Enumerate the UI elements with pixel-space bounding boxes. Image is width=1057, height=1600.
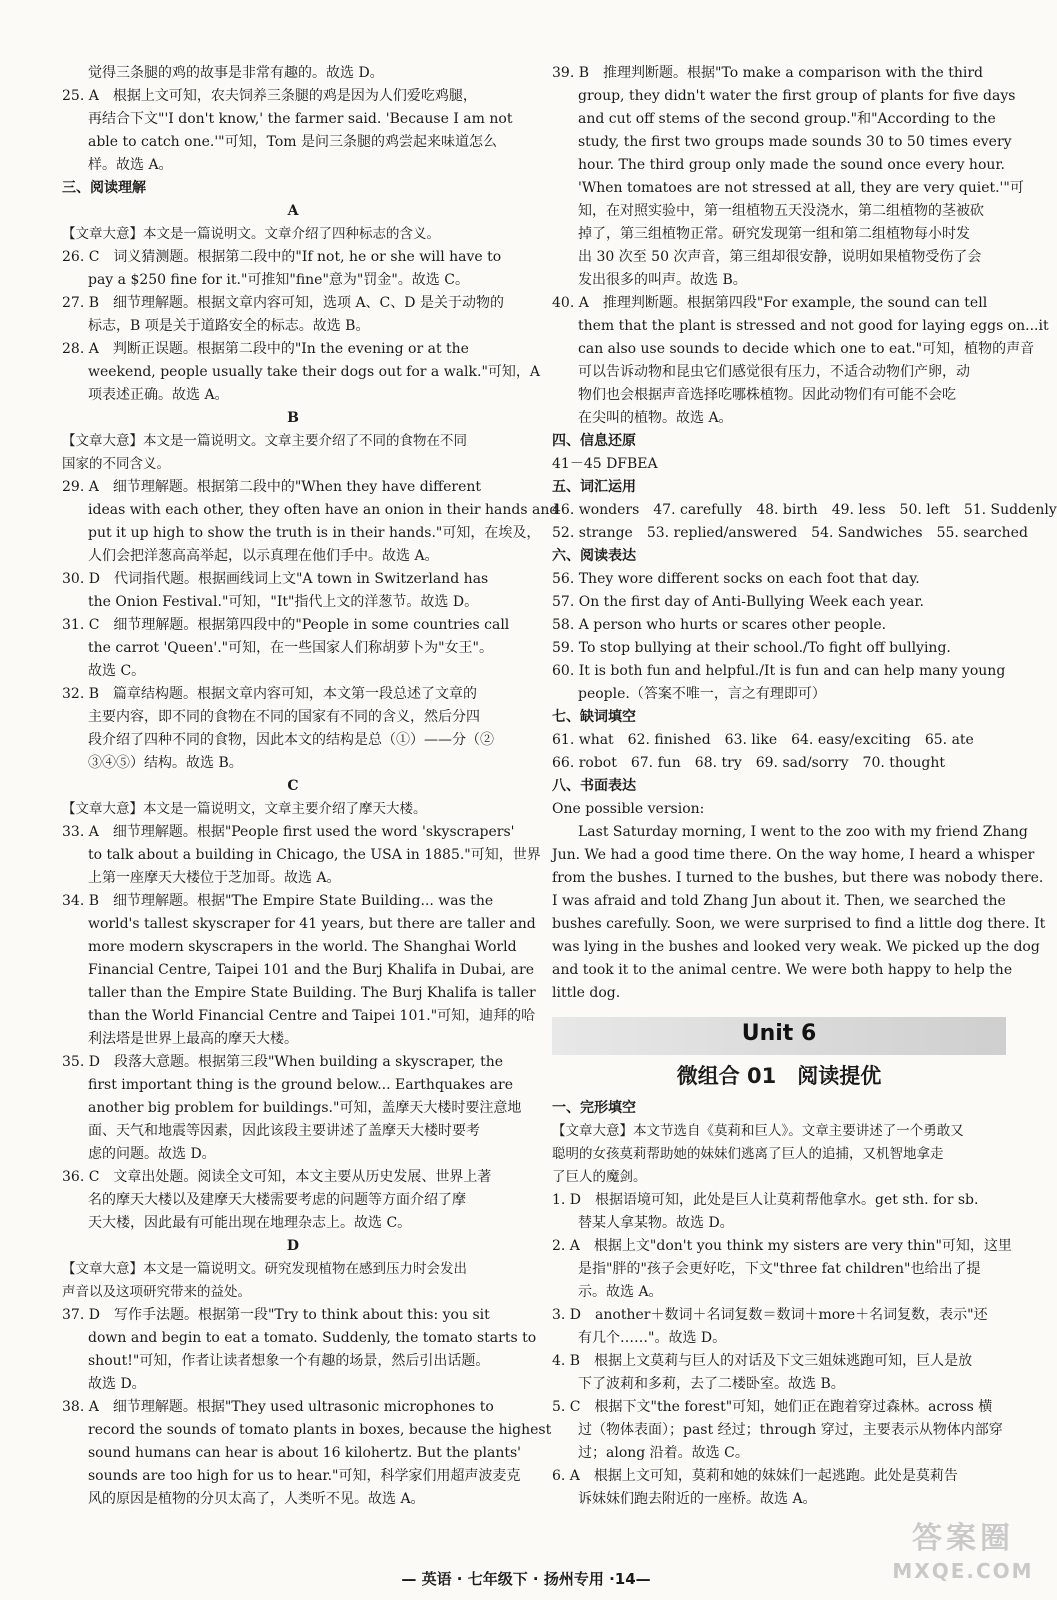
left-column-line: sounds are too high for us to hear."可知，科学家们用超声波麦克 [88, 1468, 521, 1484]
left-column-line: 标志，B 项是关于道路安全的标志。故选 B。 [88, 318, 370, 334]
left-column-line: 名的摩天大楼以及建摩天大楼需要考虑的问题等方面介绍了摩 [88, 1192, 466, 1208]
right-column-bottom-line: 示。故选 A。 [578, 1284, 663, 1300]
right-column-bottom-line: 有几个……"。故选 D。 [578, 1330, 727, 1346]
right-column-top-line: 52. strange 53. replied/answered 54. Sandwiches 55. searched [552, 525, 1028, 541]
right-column-bottom-line: 是指"胖的"孩子会更好吃，下文"three fat children"也给出了提 [578, 1261, 981, 1277]
left-column-line: 27. B 细节理解题。根据文章内容可知，选项 A、C、D 是关于动物的 [62, 295, 504, 311]
right-column-top-line: 59. To stop bullying at their school./To fight off bullying. [552, 640, 951, 656]
right-column-top-line: 57. On the first day of Anti-Bullying Week each year. [552, 594, 924, 610]
right-column [552, 62, 1057, 1511]
left-column-line: 37. D 写作手法题。根据第一段"Try to think about this: you sit [62, 1307, 490, 1323]
unit-subtitle: 微组合 01 阅读提优 [676, 1064, 882, 1088]
left-column-line: 28. A 判断正误题。根据第二段中的"In the evening or at the [62, 341, 469, 357]
left-column-line: 30. D 代词指代题。根据画线词上文"A town in Switzerland has [62, 571, 489, 587]
right-column-top-line: 出 30 次至 50 次声音，第三组却很安静，说明如果植物受伤了会 [578, 249, 982, 265]
left-column-line: 【文章大意】本文是一篇说明文。文章介绍了四种标志的含义。 [62, 226, 440, 242]
left-column-line: than the World Financial Centre and Taipei 101."可知，迪拜的哈 [88, 1008, 536, 1024]
right-column-bottom-line: 【文章大意】本文节选自《莫莉和巨人》。文章主要讲述了一个勇敢又 [552, 1123, 964, 1139]
left-column-line: 项表述正确。故选 A。 [88, 387, 229, 403]
right-column-bottom-section [552, 1097, 1012, 1511]
right-column-top-line: 掉了，第三组植物正常。研究发现第一组和第二组植物每小时发 [578, 226, 970, 242]
left-column-line: shout!"可知，作者让读者想象一个有趣的场景，然后引出话题。 [88, 1353, 490, 1369]
right-column-top-line: 58. A person who hurts or scares other people. [552, 617, 887, 633]
right-column-bottom-line: 过（物体表面）；past 经过；through 穿过，主要表示从物体内部穿 [578, 1422, 1003, 1438]
left-column-line: 【文章大意】本文是一篇说明文。研究发现植物在感到压力时会发出 [62, 1261, 467, 1277]
right-column-top-line: was lying in the bushes and looked very weak. We picked up the dog [552, 939, 1040, 955]
left-column-line: record the sounds of tomato plants in boxes, because the highest [88, 1422, 552, 1438]
right-column-top-line: 60. It is both fun and helpful./It is fun and can help many young [552, 663, 1006, 679]
left-column-line: able to catch one.'"可知，Tom 是问三条腿的鸡尝起来味道怎么 [88, 134, 498, 150]
left-column-line: 26. C 词义猜测题。根据第二段中的"If not, he or she will have to [62, 249, 502, 265]
left-column-line: 觉得三条腿的鸡的故事是非常有趣的。故选 D。 [88, 65, 384, 81]
right-column-top-line: 物们也会根据声音选择吃哪株植物。因此动物们有可能不会吃 [578, 387, 956, 403]
right-column-top-line: 四、信息还原 [552, 433, 636, 449]
left-column-line: 25. A 根据上文可知，农夫饲养三条腿的鸡是因为人们爱吃鸡腿， [62, 88, 477, 104]
right-column-top-line: 七、缺词填空 [552, 709, 636, 725]
left-column-line: 35. D 段落大意题。根据第三段"When building a skyscraper, the [62, 1054, 504, 1070]
left-column-line: 面、天气和地震等因素，因此该段主要讲述了盖摩天大楼时要考 [88, 1123, 480, 1139]
right-column-top-line: from the bushes. I turned to the bushes, but there was nobody there. [552, 870, 1044, 886]
left-column-line: first important thing is the ground below... Earthquakes are [88, 1077, 513, 1093]
right-column-bottom-line: 5. C 根据下文"the forest"可知，她们正在跑着穿过森林。across 横 [552, 1399, 993, 1415]
left-column-line: another big problem for buildings."可知，盖摩天大楼时要注意地 [88, 1100, 522, 1116]
left-column-line: 29. A 细节理解题。根据第二段中的"When they have different [62, 479, 482, 495]
left-column-line: 段介绍了四种不同的食物，因此本文的结构是总（①）——分（② [88, 732, 494, 748]
left-column-line: 38. A 细节理解题。根据"They used ultrasonic microphones to [62, 1399, 494, 1415]
left-column-line: ③④⑤）结构。故选 B。 [88, 755, 243, 771]
left-column-line: to talk about a building in Chicago, the USA in 1885."可知，世界 [88, 847, 541, 863]
right-column-top-line: 46. wonders 47. carefully 48. birth 49. less 50. left 51. Suddenly [552, 502, 1057, 518]
left-column-line: 三、阅读理解 [62, 180, 146, 196]
right-column-top-line: 可以告诉动物和昆虫它们感觉很有压力，不适合动物们产卵，动 [578, 364, 970, 380]
left-column-line: 36. C 文章出处题。阅读全文可知，本文主要从历史发展、世界上著 [62, 1169, 492, 1185]
left-column-line: 虑的问题。故选 D。 [88, 1146, 216, 1162]
unit-banner [552, 1017, 1006, 1055]
left-column-line: sound humans can hear is about 16 kilohertz. But the plants' [88, 1445, 522, 1461]
right-column-bottom-line: 了巨人的魔剑。 [552, 1169, 647, 1185]
right-column-bottom-line: 过；along 沿着。故选 C。 [578, 1445, 749, 1461]
right-column-top-line: can also use sounds to decide which one to eat."可知，植物的声音 [578, 341, 1035, 357]
left-column-line: 故选 C。 [88, 663, 146, 679]
right-column-top-line: and cut off stems of the second group."和"According to the [578, 111, 996, 127]
right-column-top-line: hour. The third group only made the sound once every hour. [578, 157, 1005, 173]
left-column-line: A [287, 203, 299, 219]
left-column-line: taller than the Empire State Building. The Burj Khalifa is taller [88, 985, 536, 1001]
right-column-bottom-line: 3. D another＋数词＋名词复数＝数词＋more＋名词复数，表示"还 [552, 1307, 988, 1323]
right-column-top-line: little dog. [552, 985, 621, 1001]
right-column-top-line: them that the plant is stressed and not good for laying eggs on...it [578, 318, 1049, 334]
left-column-line: 再结合下文"'I don't know,' the farmer said. 'Because I am not [88, 111, 513, 127]
right-column-bottom-line: 4. B 根据上文莫莉与巨人的对话及下文三姐妹逃跑可知，巨人是放 [552, 1353, 973, 1369]
right-column-top-line: 56. They wore different socks on each foot that day. [552, 571, 920, 587]
right-column-top-line: 39. B 推理判断题。根据"To make a comparison with the third [552, 65, 984, 81]
right-column-top-line: group, they didn't water the first group of plants for five days [578, 88, 1016, 104]
left-column-line: put it up high to show the truth is in their hands."可知，在埃及， [88, 525, 541, 541]
right-column-bottom-line: 聪明的女孩莫莉帮助她的妹妹们逃离了巨人的追捕，又机智地拿走 [552, 1146, 944, 1162]
right-column-top-line: 发出很多的叫声。故选 B。 [578, 272, 747, 288]
left-column-line: Financial Centre, Taipei 101 and the Burj Khalifa in Dubai, are [88, 962, 534, 978]
left-column-line: 主要内容，即不同的食物在不同的国家有不同的含义，然后分四 [88, 709, 480, 725]
right-column-top-line: I was afraid and told Zhang Jun about it. Then, we searched the [552, 893, 1006, 909]
right-column-top-line: 八、书面表达 [552, 778, 636, 794]
right-column-bottom-line: 一、完形填空 [552, 1100, 636, 1116]
left-column-line: D [286, 1238, 300, 1254]
right-column-top-line: and took it to the animal centre. We were both happy to help the [552, 962, 1013, 978]
right-column-bottom-line: 6. A 根据上文可知，莫莉和她的妹妹们一起逃跑。此处是莫莉告 [552, 1468, 958, 1484]
left-column-line: 样。故选 A。 [88, 157, 173, 173]
left-column-line: 【文章大意】本文是一篇说明文，文章主要介绍了摩天大楼。 [62, 801, 427, 817]
left-column-line: world's tallest skyscraper for 41 years, but there are taller and [88, 916, 536, 932]
right-column-top-line: 61. what 62. finished 63. like 64. easy/exciting 65. ate [552, 732, 974, 748]
right-column-bottom-line: 2. A 根据上文"don't you think my sisters are very thin"可知，这里 [552, 1238, 1012, 1254]
left-column-line: weekend, people usually take their dogs out for a walk."可知，A [88, 364, 541, 380]
left-column-line: B [287, 410, 299, 426]
left-column-line: 【文章大意】本文是一篇说明文。文章主要介绍了不同的食物在不同 [62, 433, 467, 449]
right-column-top-section [552, 62, 1057, 1005]
right-column-top-line: study, the first two groups made sounds 30 to 50 times every [578, 134, 1012, 150]
left-column-line: 34. B 细节理解题。根据"The Empire State Building... was the [62, 893, 494, 909]
left-column-line: the Onion Festival."可知，"It"指代上文的洋葱节。故选 D。 [88, 594, 479, 610]
right-column-top-line: Jun. We had a good time there. On the way home, I heard a whisper [552, 847, 1035, 863]
right-column-bottom-line: 替某人拿某物。故选 D。 [578, 1215, 734, 1231]
right-column-top-line: Last Saturday morning, I went to the zoo with my friend Zhang [578, 824, 1028, 840]
right-column-top-line: 40. A 推理判断题。根据第四段"For example, the sound can tell [552, 295, 988, 311]
left-column-line: C [287, 778, 299, 794]
right-column-top-line: 在尖叫的植物。故选 A。 [578, 410, 733, 426]
right-column-top-line: bushes carefully. Soon, we were surprised to find a little dog there. It [552, 916, 1046, 932]
right-column-top-line: 六、阅读表达 [552, 548, 636, 564]
left-column-line: 31. C 细节理解题。根据第四段中的"People in some countries call [62, 617, 510, 633]
left-column [62, 62, 559, 1511]
right-column-top-line: 66. robot 67. fun 68. try 69. sad/sorry 70. thought [552, 755, 945, 771]
watermark-text-bottom: MXQE.COM [892, 1559, 1034, 1583]
left-column-line: the carrot 'Queen'."可知，在一些国家人们称胡萝卜为"女王"。 [88, 640, 494, 656]
unit-title: Unit 6 [741, 1021, 817, 1046]
left-column-line: 声音以及这项研究带来的益处。 [62, 1284, 251, 1300]
right-column-top-line: 'When tomatoes are not stressed at all, they are very quiet.'"可 [578, 180, 1024, 196]
left-column-line: 人们会把洋葱高高举起，以示真理在他们手中。故选 A。 [88, 548, 439, 564]
left-column-line: 天大楼，因此最有可能出现在地理杂志上。故选 C。 [88, 1215, 412, 1231]
left-column-line: down and begin to eat a tomato. Suddenly, the tomato starts to [88, 1330, 537, 1346]
right-column-top-line: 41－45 DFBEA [552, 456, 658, 472]
left-column-line: 利法塔是世界上最高的摩天大楼。 [88, 1031, 298, 1047]
left-column-line: 上第一座摩天大楼位于芝加哥。故选 A。 [88, 870, 341, 886]
right-column-top-line: people.（答案不唯一，言之有理即可） [578, 686, 826, 702]
watermark-text-top: 答案圈 [912, 1521, 1014, 1556]
left-column-line: 故选 D。 [88, 1376, 146, 1392]
right-column-bottom-line: 1. D 根据语境可知，此处是巨人让莫莉帮他拿水。get sth. for sb. [552, 1192, 979, 1208]
left-column-line: 32. B 篇章结构题。根据文章内容可知，本文第一段总述了文章的 [62, 686, 478, 702]
page-footer: — 英语 · 七年级下 · 扬州专用 ·14— [401, 1570, 651, 1588]
left-column-line: ideas with each other, they often have an onion in their hands and [88, 502, 559, 518]
right-column-bottom-line: 下了波莉和多莉，去了二楼卧室。故选 B。 [578, 1376, 845, 1392]
right-column-bottom-line: 诉妹妹们跑去附近的一座桥。故选 A。 [578, 1491, 817, 1507]
left-column-line: pay a $250 fine for it."可推知"fine"意为"罚金"。故选 C。 [88, 272, 469, 288]
left-column-line: more modern skyscrapers in the world. The Shanghai World [88, 939, 517, 955]
left-column-line: 33. A 细节理解题。根据"People first used the word 'skyscrapers' [62, 824, 515, 840]
left-column-line: 风的原因是植物的分贝太高了，人类听不见。故选 A。 [88, 1491, 425, 1507]
right-column-top-line: One possible version: [552, 801, 705, 817]
right-column-top-line: 五、词汇运用 [552, 479, 636, 495]
left-column-line: 国家的不同含义。 [62, 456, 170, 472]
right-column-top-line: 知，在对照实验中，第一组植物五天没浇水，第二组植物的茎被砍 [578, 203, 984, 219]
watermark-logo [888, 1520, 1038, 1592]
